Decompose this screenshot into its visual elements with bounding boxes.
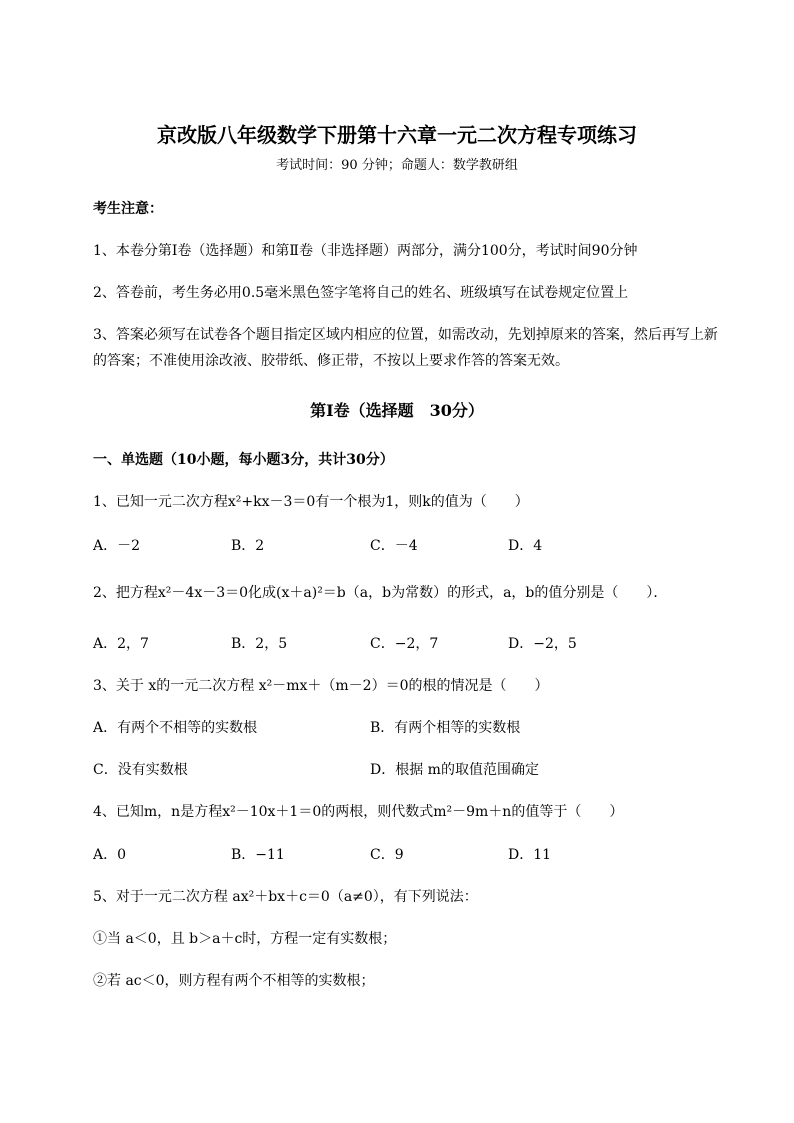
option-d: D．根据 m的取值范围确定 — [370, 762, 539, 778]
option-c: C．9 — [370, 847, 404, 863]
question-stem: 3、关于 x的一元二次方程 x²－mx＋（m－2）＝0的根的情况是（ ） — [93, 678, 549, 694]
question-stem: 1、已知一元二次方程x²+kx－3＝0有一个根为1，则k的值为（ ） — [93, 494, 529, 510]
statement-item: ①当 a＜0，且 b＞a＋c时，方程一定有实数根； — [93, 931, 397, 947]
option-d: D．4 — [508, 538, 543, 554]
document-title: 京改版八年级数学下册第十六章一元二次方程专项练习 — [157, 123, 637, 147]
document-subtitle: 考试时间：90 分钟；命题人：数学教研组 — [276, 158, 518, 173]
notice-item: 的答案；不准使用涂改液、胶带纸、修正带，不按以上要求作答的答案无效。 — [93, 353, 569, 369]
option-b: B．有两个相等的实数根 — [370, 720, 521, 736]
option-b: B．−11 — [231, 847, 285, 863]
option-c: C．没有实数根 — [93, 762, 188, 778]
notice-item: 2、答卷前，考生务必用0.5毫米黑色签字笔将自己的姓名、班级填写在试卷规定位置上 — [93, 285, 629, 301]
option-a: A．－2 — [93, 538, 141, 554]
option-a: A．有两个不相等的实数根 — [93, 720, 258, 736]
notice-item: 3、答案必须写在试卷各个题目指定区域内相应的位置，如需改动，先划掉原来的答案，然后再写上新 — [93, 327, 718, 343]
option-a: A．0 — [93, 847, 127, 863]
option-a: A．2，7 — [93, 636, 149, 652]
option-d: D．11 — [508, 847, 552, 863]
option-b: B．2，5 — [231, 636, 288, 652]
notice-item: 1、本卷分第I卷（选择题）和第Ⅱ卷（非选择题）两部分，满分100分，考试时间90分钟 — [93, 243, 638, 259]
part-title: 第I卷（选择题 30分） — [310, 401, 484, 420]
option-d: D．−2，5 — [508, 636, 577, 652]
option-c: C．−2，7 — [370, 636, 439, 652]
notice-heading: 考生注意： — [93, 201, 163, 217]
option-c: C．－4 — [370, 538, 418, 554]
question-stem: 2、把方程x²－4x－3＝0化成(x＋a)²＝b（a，b为常数）的形式，a，b的值分别是（ ）． — [93, 585, 668, 601]
question-stem: 5、对于一元二次方程 ax²＋bx＋c＝0（a≠0），有下列说法： — [93, 889, 478, 905]
section-title: 一、单选题（10小题，每小题3分，共计30分） — [93, 452, 394, 468]
option-b: B．2 — [231, 538, 265, 554]
statement-item: ②若 ac＜0，则方程有两个不相等的实数根； — [93, 973, 375, 989]
question-stem: 4、已知m，n是方程x²－10x＋1＝0的两根，则代数式m²－9m＋n的值等于（ ） — [93, 804, 624, 820]
